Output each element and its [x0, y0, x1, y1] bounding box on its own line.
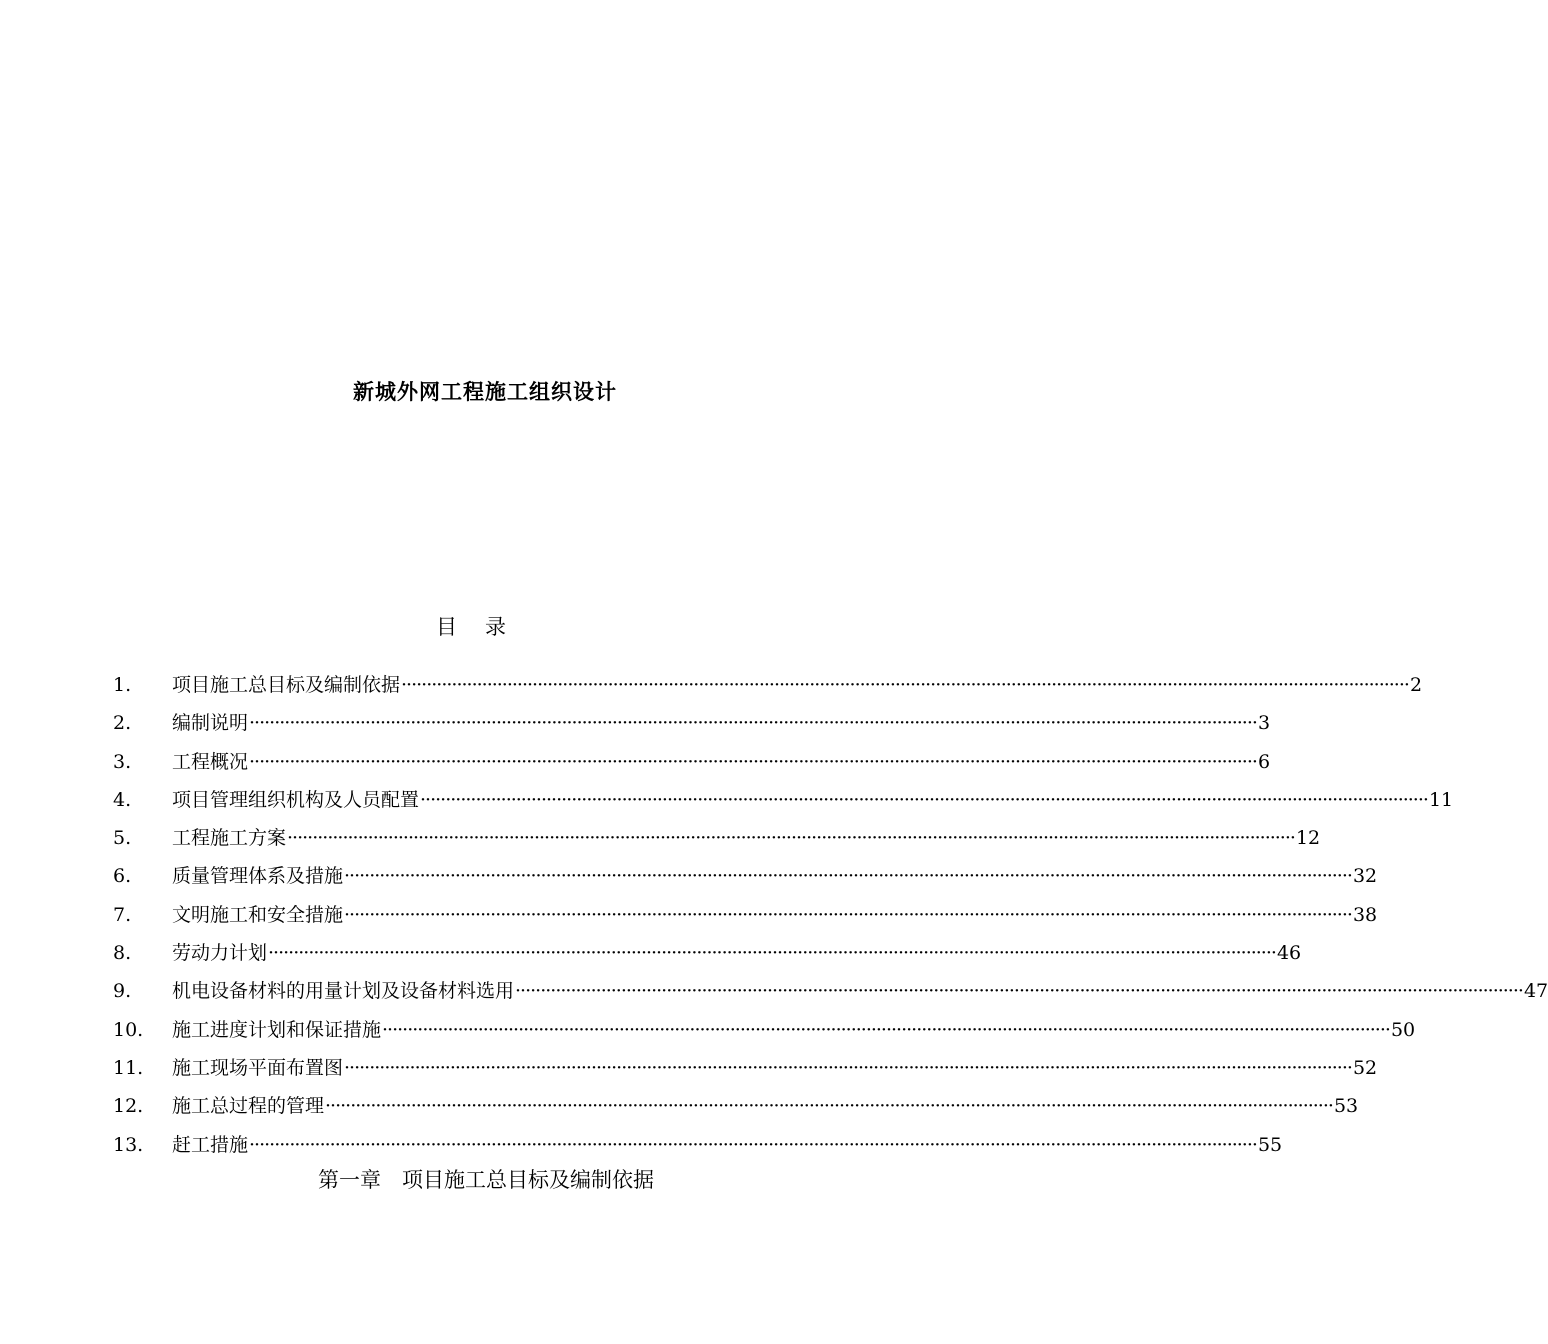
toc-entry-number: 6.	[113, 865, 132, 888]
toc-entry-page: 3	[1257, 712, 1271, 735]
toc-entry-page: 12	[1295, 827, 1321, 850]
toc-entry-number: 13.	[113, 1133, 144, 1156]
toc-leader-dots: ········································································································································································································	[420, 788, 1428, 811]
toc-leader-dots: ········································································································································································································	[325, 1095, 1333, 1118]
toc-leader-dots: ········································································································································································································	[344, 1056, 1352, 1079]
toc-entry-label: 编制说明	[172, 712, 249, 735]
toc-entry-number: 11.	[113, 1056, 144, 1079]
toc-entry-page: 55	[1257, 1133, 1283, 1156]
toc-entry[interactable]	[113, 972, 1548, 1010]
toc-entry[interactable]	[113, 857, 1378, 895]
toc-entry[interactable]	[113, 934, 1302, 972]
toc-entry-label: 项目管理组织机构及人员配置	[172, 788, 420, 811]
toc-entry-label: 文明施工和安全措施	[172, 903, 344, 926]
toc-entry-number: 9.	[113, 980, 132, 1003]
table-of-contents	[113, 666, 1548, 1164]
toc-entry-number: 12.	[113, 1095, 144, 1118]
toc-entry[interactable]	[113, 743, 1271, 781]
toc-entry[interactable]	[113, 896, 1378, 934]
toc-entry-number: 8.	[113, 942, 132, 965]
toc-entry[interactable]	[113, 1011, 1416, 1049]
toc-leader-dots: ········································································································································································································	[344, 903, 1352, 926]
toc-entry[interactable]	[113, 1126, 1283, 1164]
toc-leader-dots: ········································································································································································································	[515, 980, 1523, 1003]
toc-entry-label: 施工现场平面布置图	[172, 1056, 344, 1079]
toc-entry-page: 32	[1352, 865, 1378, 888]
toc-entry-number: 5.	[113, 827, 132, 850]
toc-entry-label: 项目施工总目标及编制依据	[172, 674, 401, 696]
toc-leader-dots: ········································································································································································································	[382, 1018, 1390, 1041]
toc-entry-number: 1.	[113, 674, 132, 696]
toc-leader-dots: ········································································································································································································	[249, 712, 1257, 735]
chapter-heading: 第一章 项目施工总目标及编制依据	[318, 1168, 654, 1192]
toc-entry-page: 38	[1352, 903, 1378, 926]
toc-leader-dots: ········································································································································································································	[287, 827, 1295, 850]
toc-heading: 目录	[436, 615, 534, 639]
toc-entry-label: 劳动力计划	[172, 942, 268, 965]
toc-entry-page: 52	[1352, 1056, 1378, 1079]
toc-entry[interactable]	[113, 666, 1423, 704]
toc-entry-number: 2.	[113, 712, 132, 735]
toc-leader-dots: ········································································································································································································	[344, 865, 1352, 888]
toc-entry-label: 机电设备材料的用量计划及设备材料选用	[172, 980, 515, 1003]
toc-leader-dots: ········································································································································································································	[249, 1133, 1257, 1156]
toc-entry[interactable]	[113, 1087, 1359, 1125]
toc-leader-dots: ········································································································································································································	[268, 942, 1276, 965]
toc-entry-page: 6	[1257, 750, 1271, 773]
toc-entry[interactable]	[113, 1049, 1378, 1087]
toc-leader-dots: ········································································································································································································	[249, 750, 1257, 773]
toc-entry-number: 4.	[113, 788, 132, 811]
toc-entry-label: 工程概况	[172, 750, 249, 773]
toc-entry-number: 10.	[113, 1018, 144, 1041]
toc-entry-number: 7.	[113, 903, 132, 926]
toc-entry-label: 施工进度计划和保证措施	[172, 1018, 382, 1041]
toc-entry[interactable]	[113, 781, 1454, 819]
toc-entry-label: 赶工措施	[172, 1133, 249, 1156]
toc-leader-dots: ········································································································································································································	[401, 674, 1409, 696]
toc-entry-number: 3.	[113, 750, 132, 773]
toc-entry-label: 工程施工方案	[172, 827, 287, 850]
document-title: 新城外网工程施工组织设计	[353, 380, 617, 404]
toc-entry-label: 施工总过程的管理	[172, 1095, 325, 1118]
toc-entry-page: 2	[1409, 674, 1423, 696]
toc-entry-page: 53	[1333, 1095, 1359, 1118]
toc-entry-label: 质量管理体系及措施	[172, 865, 344, 888]
toc-entry-page: 50	[1390, 1018, 1416, 1041]
toc-entry[interactable]	[113, 704, 1271, 742]
toc-entry-page: 47	[1523, 980, 1548, 1003]
toc-entry-page: 46	[1276, 942, 1302, 965]
toc-entry-page: 11	[1428, 788, 1454, 811]
toc-entry[interactable]	[113, 819, 1321, 857]
